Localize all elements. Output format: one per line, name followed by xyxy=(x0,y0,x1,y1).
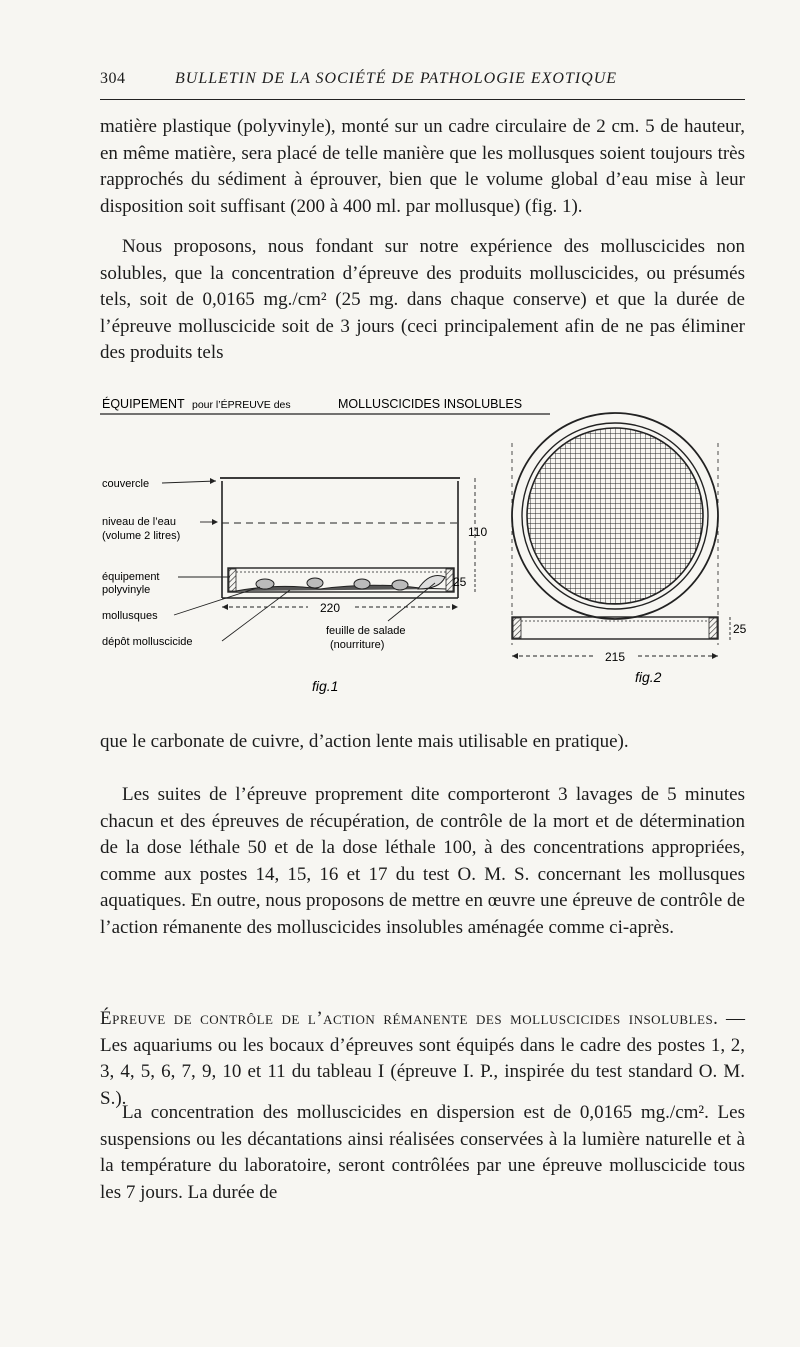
label-depot: dépôt molluscicide xyxy=(102,636,193,648)
paragraph-1: matière plastique (polyvinyle), monté sur un cadre circulaire de 2 cm. 5 de hauteur, en même matière, sera placé de telle manière que les mollusques soient toujours très rapprochés du sédiment à éprouver, bien que le volume global d’eau mise à leur disposition soit suffisant (200 à 400 ml. par mollusque) (fig. 1). xyxy=(100,116,745,217)
fig1-caption: fig.1 xyxy=(312,678,339,694)
label-couvercle: couvercle xyxy=(102,478,150,490)
section-dash: — xyxy=(718,1008,745,1029)
paragraph-3: que le carbonate de cuivre, d’action lente mais utilisable en pratique). xyxy=(100,731,629,752)
fig2-mesh xyxy=(527,428,703,604)
paragraph-2: Nous proposons, nous fondant sur notre expérience des molluscicides non solubles, que la concentration d’épreuve des produits molluscicides, ou présumés tels, soit de 0,0165 mg./cm² (25 mg. dans chaque conserve) et que la durée de l’épreuve molluscicide soit de 3 jours (ceci principalement afin de ne pas éliminer des produits tels xyxy=(100,236,745,364)
figure-title-b: pour l’ÉPREUVE des xyxy=(192,399,291,411)
dim-215: 215 xyxy=(604,650,626,664)
lettuce-leaf-shape xyxy=(418,576,445,590)
dim-25-fig1: 25 xyxy=(453,575,467,589)
dim-25-fig2: 25 xyxy=(733,622,747,636)
paragraph-4: Les suites de l’épreuve proprement dite comporteront 3 lavages de 5 minutes chacun et des épreuves de récupération, de contrôle de la mort et de détermination de la dose léthale 50 et de la dose léthale 100, à des concentrations appropriées, comme aux postes 14, 15, 16 et 17 du test O. M. S. concernant les mollusques aquatiques. En outre, nous proposons de mettre en œuvre une épreuve de contrôle de l’action rémanente des molluscicides insolubles aménagée comme ci-après. xyxy=(100,784,745,938)
paragraph-6: La concentration des molluscicides en dispersion est de 0,0165 mg./cm². Les suspensions ou les décantations ainsi réalisées conservées à la lumière naturelle et à la température du laboratoire, seront contrôlées par une épreuve molluscicide tous les 7 jours. La durée de xyxy=(100,1102,745,1203)
figure-title-a: ÉQUIPEMENT xyxy=(102,397,185,411)
fig1-container xyxy=(220,478,460,598)
figure-molluscicide-equipment xyxy=(100,383,760,698)
journal-title: BULLETIN DE LA SOCIÉTÉ DE PATHOLOGIE EXOTIQUE xyxy=(175,70,618,87)
fig2-side-frame xyxy=(512,617,718,639)
mollusc-shape xyxy=(307,578,323,588)
dim-110: 110 xyxy=(468,525,488,539)
label-volume: (volume 2 litres) xyxy=(102,530,181,542)
section-text: Les aquariums ou les bocaux d’épreuves sont équipés dans le cadre des postes 1, 2, 3, 4, 5, 6, 7, 9, 10 et 11 du tableau I (épreuve I. P., inspirée du test standard O. M. S.). xyxy=(100,1034,745,1109)
fig2-caption: fig.2 xyxy=(635,669,662,685)
mollusc-shape xyxy=(354,579,370,589)
fig2-drawing xyxy=(512,413,718,645)
paragraph-5 xyxy=(100,1006,745,1112)
label-equipement: équipement xyxy=(102,571,160,583)
page-number: 304 xyxy=(100,70,126,87)
label-feuille: feuille de salade xyxy=(326,625,406,637)
header-rule xyxy=(100,99,745,100)
figure-title-c: MOLLUSCICIDES INSOLUBLES xyxy=(338,397,523,411)
dim-220: 220 xyxy=(319,601,341,615)
section-heading: Épreuve de contrôle de l’action rémanente des molluscicides insolubles. xyxy=(100,1008,719,1029)
mollusc-shape xyxy=(392,580,408,590)
label-mollusques: mollusques xyxy=(102,610,158,622)
label-niveau: niveau de l’eau xyxy=(102,516,177,528)
label-polyvinyle: polyvinyle xyxy=(102,584,151,596)
label-nourriture: (nourriture) xyxy=(330,639,385,651)
